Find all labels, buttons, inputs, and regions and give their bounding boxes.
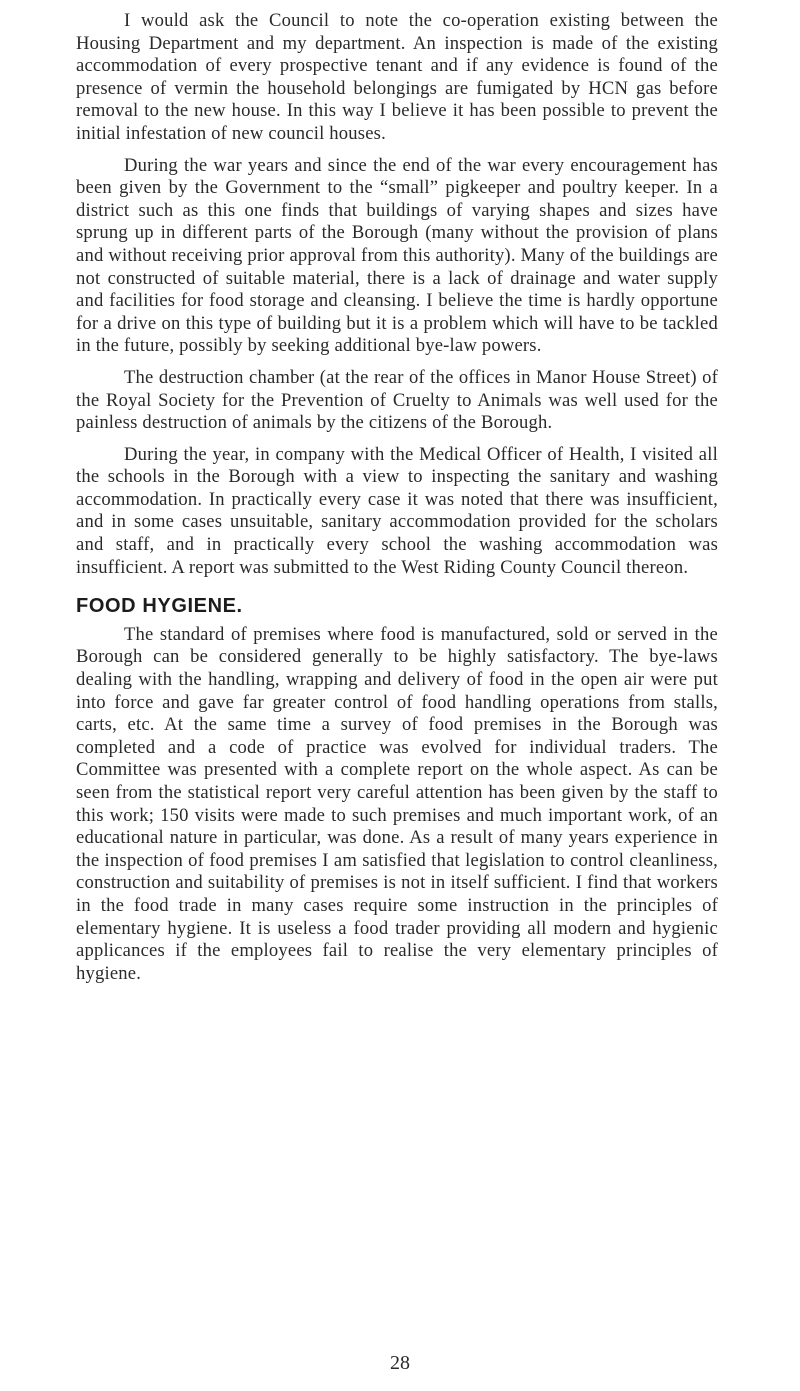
page-number: 28	[390, 1352, 410, 1374]
paragraph-pigkeepers: During the war years and since the end of the war every encouragement has been given by the Government to the “small” pigkeeper and poultry keeper. In a district such as this one finds that buildings of varying shapes and sizes have sprung up in different parts of the Borough (many without the provision of plans and without receiving prior approval from this authority). Many of the buildings are not constructed of suitable material, there is a lack of drainage and water supply and facilities for food storage and cleansing. I believe the time is hardly opportune for a drive on this type of building but it is a problem which will have to be tackled in the future, possibly by seeking additional bye-law powers.	[76, 154, 718, 357]
paragraph-housing-cooperation: I would ask the Council to note the co-operation existing between the Housing Department and my department. An inspection is made of the existing accommodation of every prospective tenant and if any evidence is found of the presence of vermin the household belongings are fumigated by HCN gas before removal to the new house. In this way I believe it has been possible to prevent the initial infestation of new council houses.	[76, 10, 718, 144]
document-page	[76, 10, 718, 994]
paragraph-food-hygiene: The standard of premises where food is manufactured, sold or served in the Borough can be considered generally to be highly satisfactory. The bye-laws dealing with the handling, wrapping and delivery of food in the open air were put into force and gave far greater control of food handling operations from stalls, carts, etc. At the same time a survey of food premises in the Borough was completed and a code of practice was evolved for individual traders. The Committee was presented with a complete report on the whole aspect. As can be seen from the statistical report very careful attention has been given by the staff to this work; 150 visits were made to such premises and much important work, of an educational nature in particular, was done. As a result of many years experience in the inspection of food premises I am satisfied that legislation to control cleanliness, construction and suitability of premises is not in itself sufficient. I find that workers in the food trade in many cases require some instruction in the principles of elementary hygiene. It is useless a food trader providing all modern and hygienic applicances if the employees fail to realise the very elementary principles of hygiene.	[76, 623, 718, 984]
paragraph-schools-inspection: During the year, in company with the Medical Officer of Health, I visited all the schools in the Borough with a view to inspecting the sanitary and washing accommodation. In practically every case it was noted that there was insufficient, and in some cases unsuitable, sanitary accommodation provided for the scholars and staff, and in practically every school the washing accommodation was insufficient. A report was submitted to the West Riding County Council thereon.	[76, 443, 718, 578]
paragraph-destruction-chamber: The destruction chamber (at the rear of the offices in Manor House Street) of the Royal Society for the Prevention of Cruelty to Animals was well used for the painless destruction of animals by the citizens of the Borough.	[76, 366, 718, 434]
section-heading-food-hygiene: FOOD HYGIENE.	[76, 595, 243, 618]
